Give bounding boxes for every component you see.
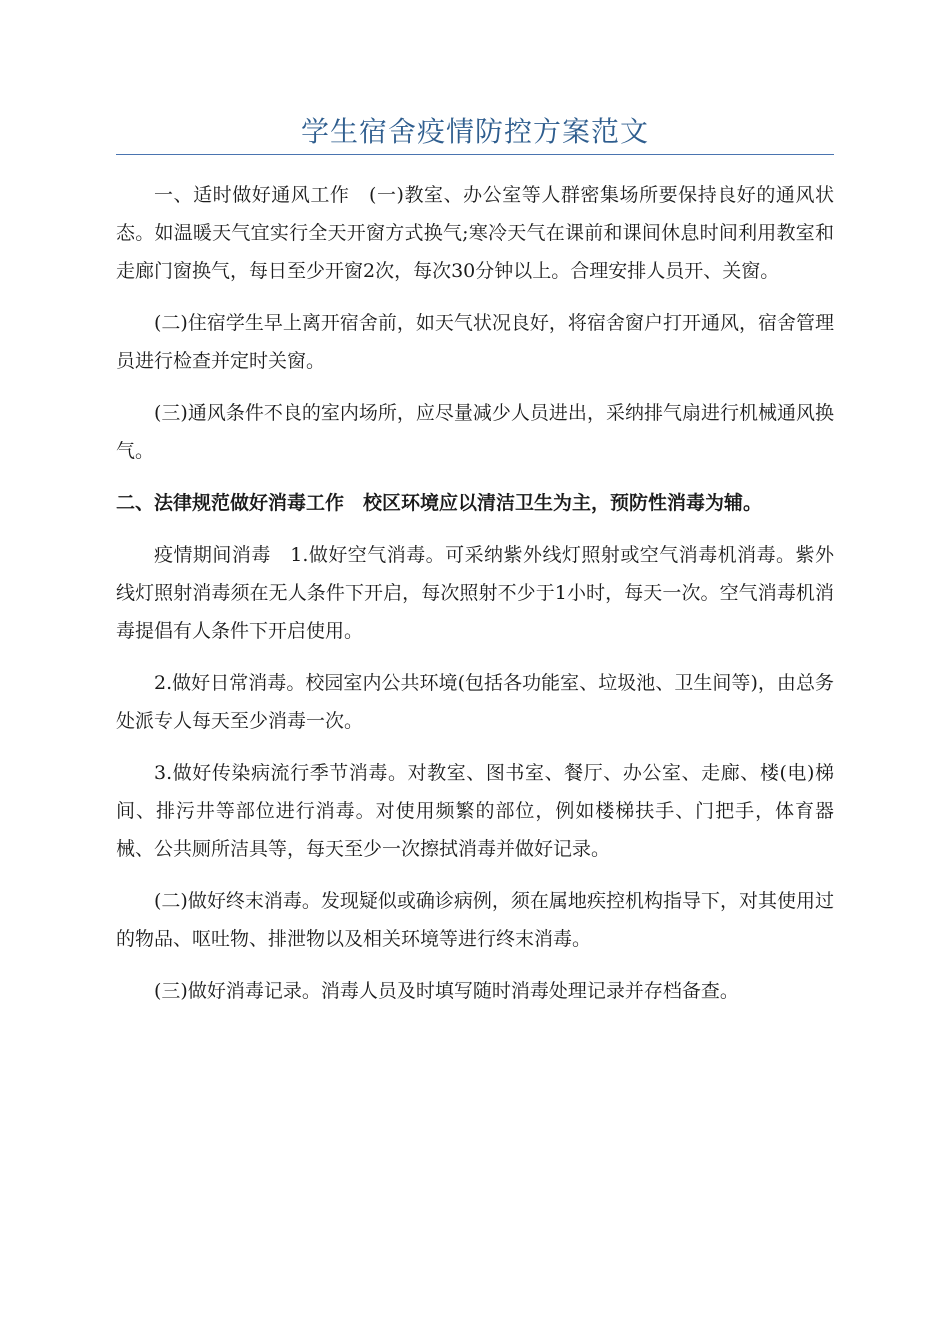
paragraph-ventilation-2: (二)住宿学生早上离开宿舍前，如天气状况良好，将宿舍窗户打开通风，宿舍管理员进行检查并定时关窗。	[116, 312, 834, 372]
paragraph-daily-disinfection: 2.做好日常消毒。校园室内公共环境(包括各功能室、垃圾池、卫生间等)，由总务处派专人每天至少消毒一次。	[116, 672, 834, 732]
title-underline	[116, 154, 834, 155]
paragraph-terminal-disinfection: (二)做好终末消毒。发现疑似或确诊病例，须在属地疾控机构指导下，对其使用过的物品、呕吐物、排泄物以及相关环境等进行终末消毒。	[116, 890, 834, 950]
paragraph-air-disinfection: 疫情期间消毒 1.做好空气消毒。可采纳紫外线灯照射或空气消毒机消毒。紫外线灯照射消毒须在无人条件下开启，每次照射不少于1小时，每天一次。空气消毒机消毒提倡有人条件下开启使用。	[116, 544, 834, 642]
paragraph-disinfection-records: (三)做好消毒记录。消毒人员及时填写随时消毒处理记录并存档备查。	[154, 980, 739, 1002]
paragraph-ventilation-1: 一、适时做好通风工作 (一)教室、办公室等人群密集场所要保持良好的通风状态。如温暖天气宜实行全天开窗方式换气;寒冷天气在课前和课间休息时间利用教室和走廊门窗换气，每日至少开窗2次，每次30分钟以上。合理安排人员开、关窗。	[116, 184, 834, 282]
document-body	[116, 176, 834, 1024]
paragraph-ventilation-3: (三)通风条件不良的室内场所，应尽量减少人员进出，采纳排气扇进行机械通风换气。	[116, 402, 834, 462]
paragraph-seasonal-disinfection: 3.做好传染病流行季节消毒。对教室、图书室、餐厅、办公室、走廊、楼(电)梯间、排污井等部位进行消毒。对使用频繁的部位，例如楼梯扶手、门把手，体育器械、公共厕所洁具等，每天至少一次擦拭消毒并做好记录。	[116, 762, 834, 860]
document-title: 学生宿舍疫情防控方案范文	[300, 115, 649, 148]
section-heading-disinfection: 二、法律规范做好消毒工作 校区环境应以清洁卫生为主，预防性消毒为辅。	[116, 492, 763, 514]
